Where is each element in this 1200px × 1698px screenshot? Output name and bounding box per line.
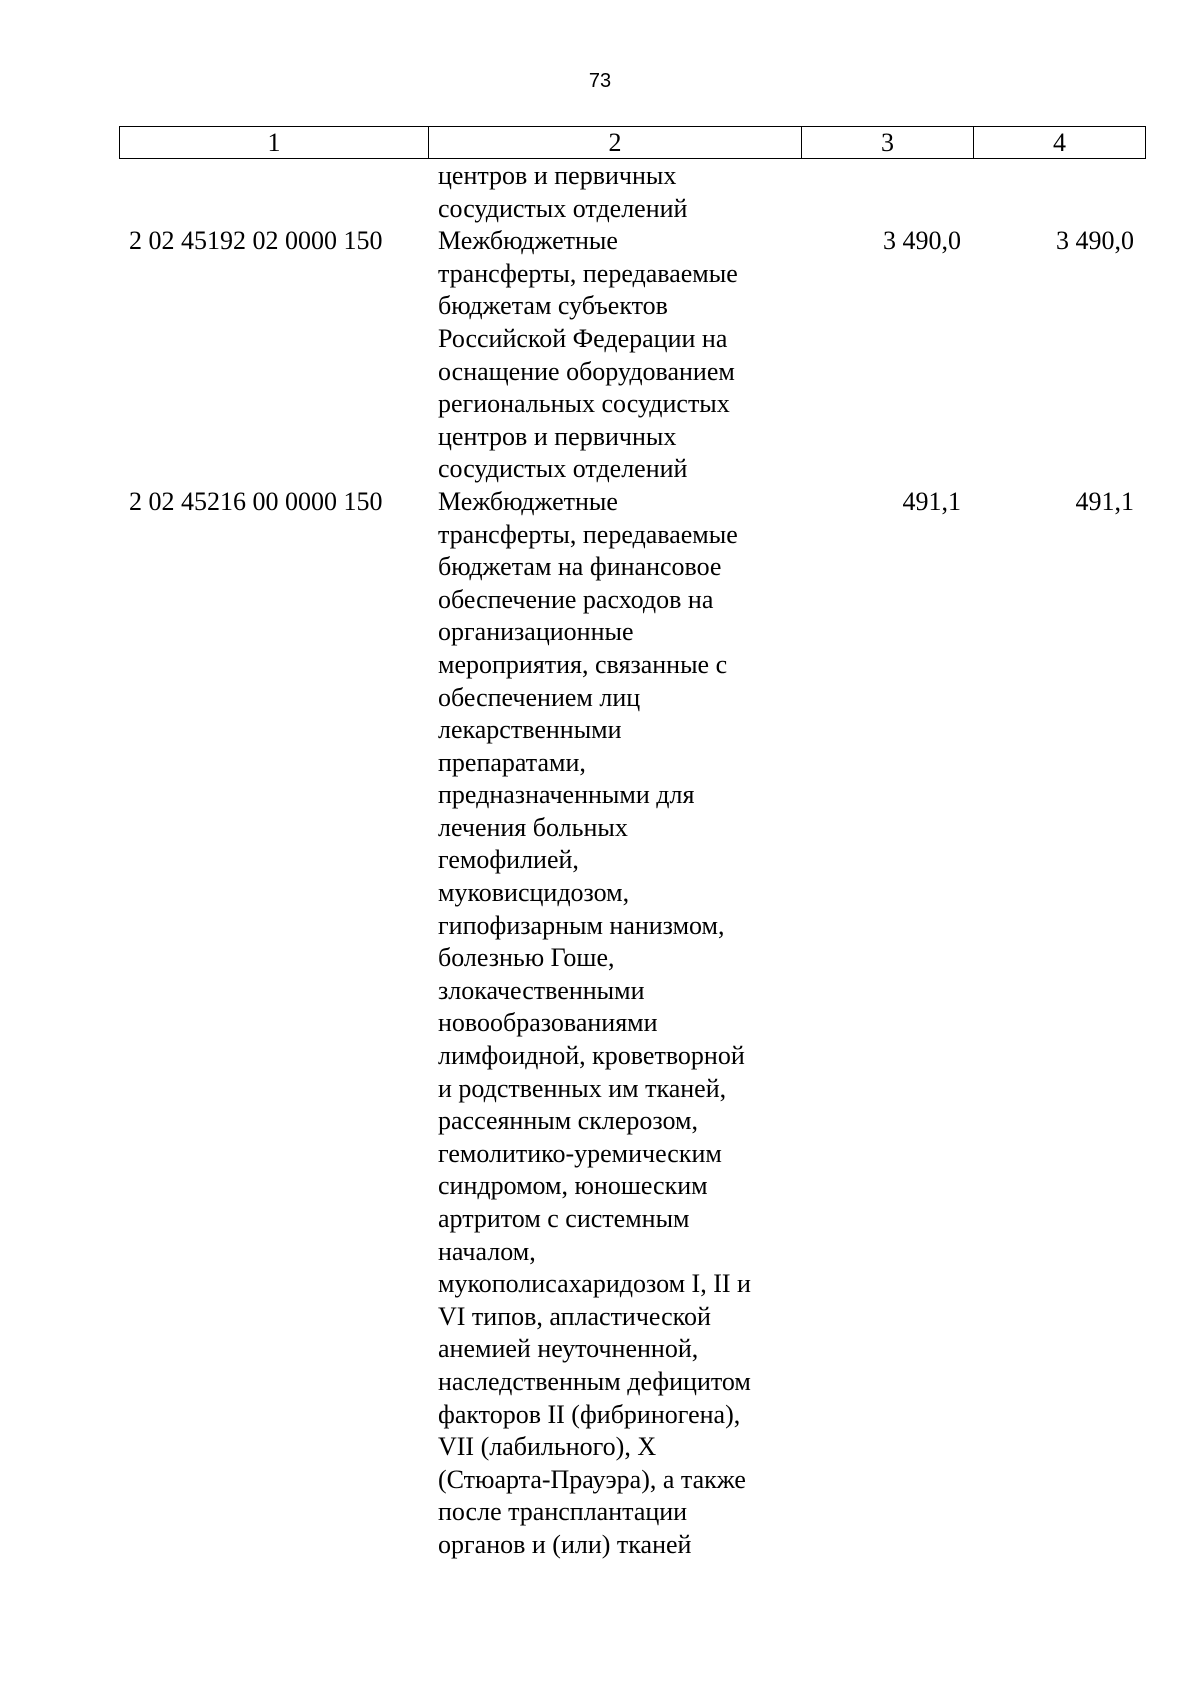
- table-row: [119, 225, 1146, 486]
- description-line: рассеянным склерозом,: [438, 1106, 698, 1136]
- description-line: Межбюджетные: [438, 226, 618, 256]
- description-line: обеспечением лиц: [438, 682, 641, 712]
- description-line: центров и первичных: [438, 421, 677, 451]
- description-line: бюджетам на финансовое: [438, 552, 722, 582]
- description-line: Российской Федерации на: [438, 323, 728, 353]
- header-cell-2: 2: [429, 127, 802, 158]
- description-line: препаратами,: [438, 747, 586, 777]
- description-line: синдромом, юношеским: [438, 1171, 708, 1201]
- description-cell: [428, 160, 801, 225]
- description-line: обеспечение расходов на: [438, 584, 714, 614]
- description-line: сосудистых отделений: [438, 454, 688, 484]
- amount-col4-cell: 491,1: [1075, 486, 1134, 516]
- description-line: VII (лабильного), X: [438, 1432, 657, 1462]
- description-line: бюджетам субъектов: [438, 291, 668, 321]
- description-line: анемией неуточненной,: [438, 1334, 699, 1364]
- amount-col3-cell: 491,1: [902, 486, 961, 516]
- description-line: после трансплантации: [438, 1497, 688, 1527]
- amount-col3-cell: 3 490,0: [883, 226, 961, 256]
- description-line: оснащение оборудованием: [438, 356, 735, 386]
- header-cell-1: 1: [120, 127, 429, 158]
- description-line: лекарственными: [438, 715, 622, 745]
- description-cell: [428, 225, 801, 486]
- description-line: лечения больных: [438, 812, 628, 842]
- budget-code-cell: 2 02 45216 00 0000 150: [129, 486, 383, 516]
- description-line: артритом с системным: [438, 1204, 690, 1233]
- page-number: 73: [588, 70, 612, 92]
- description-line: организационные: [438, 617, 634, 647]
- description-line: муковисцидозом,: [438, 878, 630, 908]
- table-row: [119, 160, 1146, 225]
- description-line: гипофизарным нанизмом,: [438, 910, 725, 940]
- description-line: новообразованиями: [438, 1008, 658, 1038]
- description-line: Межбюджетные: [438, 486, 618, 516]
- description-line: мероприятия, связанные с: [438, 649, 728, 679]
- description-line: гемолитико-уремическим: [438, 1138, 722, 1168]
- description-line: мукополисахаридозом I, II и: [438, 1269, 751, 1299]
- description-line: гемофилией,: [438, 845, 579, 875]
- description-line: центров и первичных: [438, 161, 677, 190]
- description-line: началом,: [438, 1236, 536, 1266]
- description-line: трансферты, передаваемые: [438, 258, 738, 288]
- table-header-row: [119, 126, 1146, 159]
- description-line: факторов II (фибриногена),: [438, 1399, 741, 1429]
- budget-code-cell: 2 02 45192 02 0000 150: [129, 226, 383, 256]
- description-line: болезнью Гоше,: [438, 943, 615, 973]
- description-line: VI типов, апластической: [438, 1301, 711, 1331]
- description-line: региональных сосудистых: [438, 389, 730, 419]
- description-line: трансферты, передаваемые: [438, 519, 738, 549]
- table-row: [119, 486, 1146, 1562]
- table-body: [119, 160, 1146, 1562]
- amount-col4-cell: 3 490,0: [1056, 226, 1134, 256]
- description-line: злокачественными: [438, 975, 645, 1005]
- description-line: и родственных им тканей,: [438, 1073, 727, 1103]
- header-cell-4: 4: [1053, 128, 1066, 157]
- description-line: органов и (или) тканей: [438, 1529, 692, 1559]
- description-cell: [428, 486, 801, 1562]
- header-cell-3: 3: [802, 127, 974, 158]
- description-line: сосудистых отделений: [438, 193, 688, 223]
- description-line: предназначенными для: [438, 780, 695, 810]
- description-line: наследственным дефицитом: [438, 1366, 751, 1396]
- description-line: лимфоидной, кроветворной: [438, 1041, 745, 1071]
- description-line: (Стюарта-Прауэра), а также: [438, 1464, 746, 1494]
